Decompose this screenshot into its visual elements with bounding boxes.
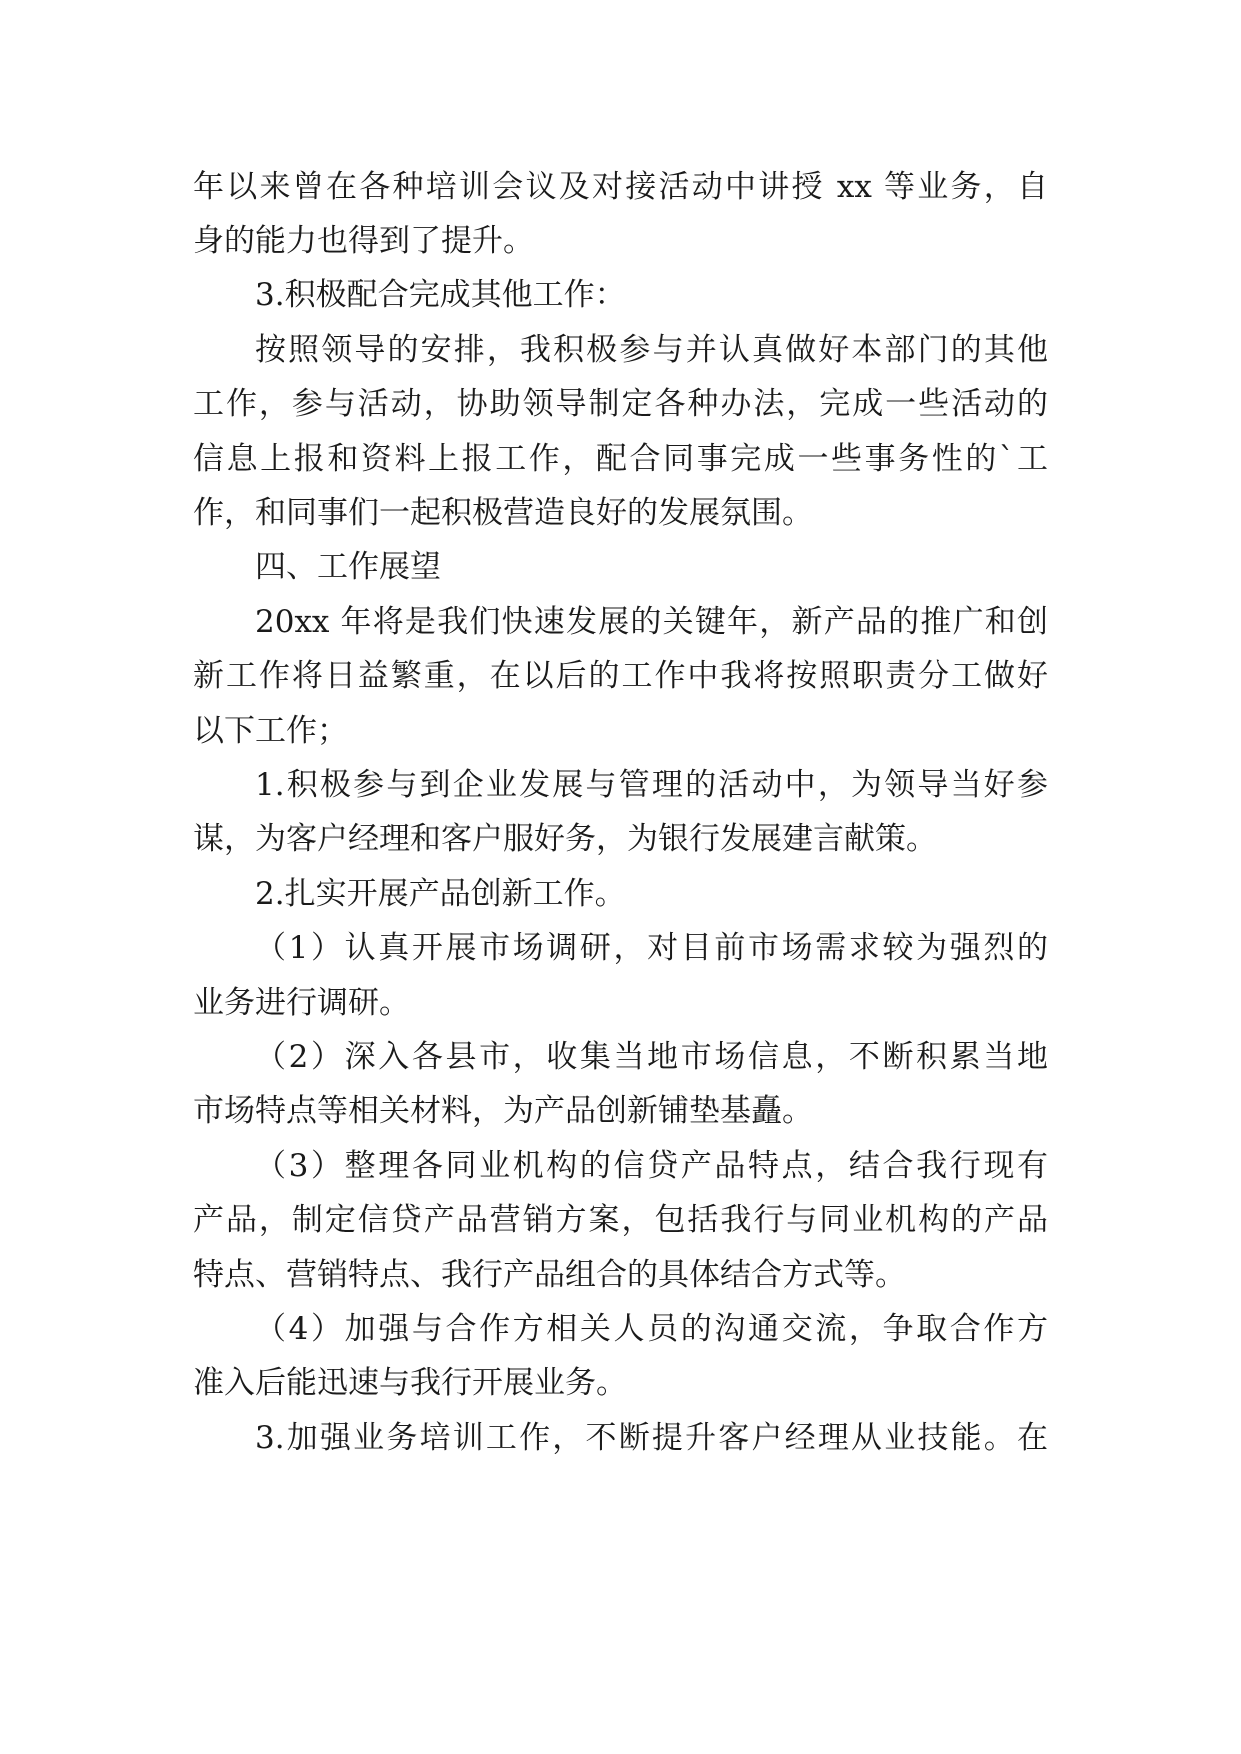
list-heading: 3.积极配合完成其他工作： — [255, 277, 626, 313]
text-line: 按照领导的安排，我积极参与并认真做好本部门的其他 — [255, 332, 1048, 368]
text-line: 市场特点等相关材料，为产品创新铺垫基矗。 — [193, 1093, 813, 1129]
text-line: 身的能力也得到了提升。 — [193, 223, 534, 259]
text-line: 业务进行调研。 — [193, 985, 410, 1021]
text-line: 工作，参与活动，协助领导制定各种办法，完成一些活动的 — [193, 386, 1048, 422]
text-line: 作，和同事们一起积极营造良好的发展氛围。 — [193, 495, 813, 531]
text-line: 1.积极参与到企业发展与管理的活动中，为领导当好参 — [255, 767, 1048, 803]
text-line: （4）加强与合作方相关人员的沟通交流，争取合作方 — [255, 1311, 1048, 1347]
text-line: 产品，制定信贷产品营销方案，包括我行与同业机构的产品 — [193, 1202, 1048, 1238]
text-line: 20xx 年将是我们快速发展的关键年，新产品的推广和创 — [255, 604, 1048, 640]
text-line: 准入后能迅速与我行开展业务。 — [193, 1365, 627, 1401]
text-line: 以下工作； — [193, 713, 348, 749]
text-line: （3）整理各同业机构的信贷产品特点，结合我行现有 — [255, 1148, 1048, 1184]
section-heading: 四、工作展望 — [255, 549, 441, 585]
list-heading: 2.扎实开展产品创新工作。 — [255, 876, 626, 912]
text-line: 3.加强业务培训工作，不断提升客户经理从业技能。在 — [255, 1420, 1048, 1456]
text-line: 特点、营销特点、我行产品组合的具体结合方式等。 — [193, 1257, 906, 1293]
text-line: 年以来曾在各种培训会议及对接活动中讲授 xx 等业务，自 — [193, 169, 1048, 205]
text-line: 谋，为客户经理和客户服好务，为银行发展建言献策。 — [193, 821, 937, 857]
text-line: （1）认真开展市场调研，对目前市场需求较为强烈的 — [255, 930, 1048, 966]
text-line: 信息上报和资料上报工作，配合同事完成一些事务性的`工 — [193, 441, 1048, 477]
text-line: （2）深入各县市，收集当地市场信息，不断积累当地 — [255, 1039, 1048, 1075]
text-line: 新工作将日益繁重，在以后的工作中我将按照职责分工做好 — [193, 658, 1048, 694]
